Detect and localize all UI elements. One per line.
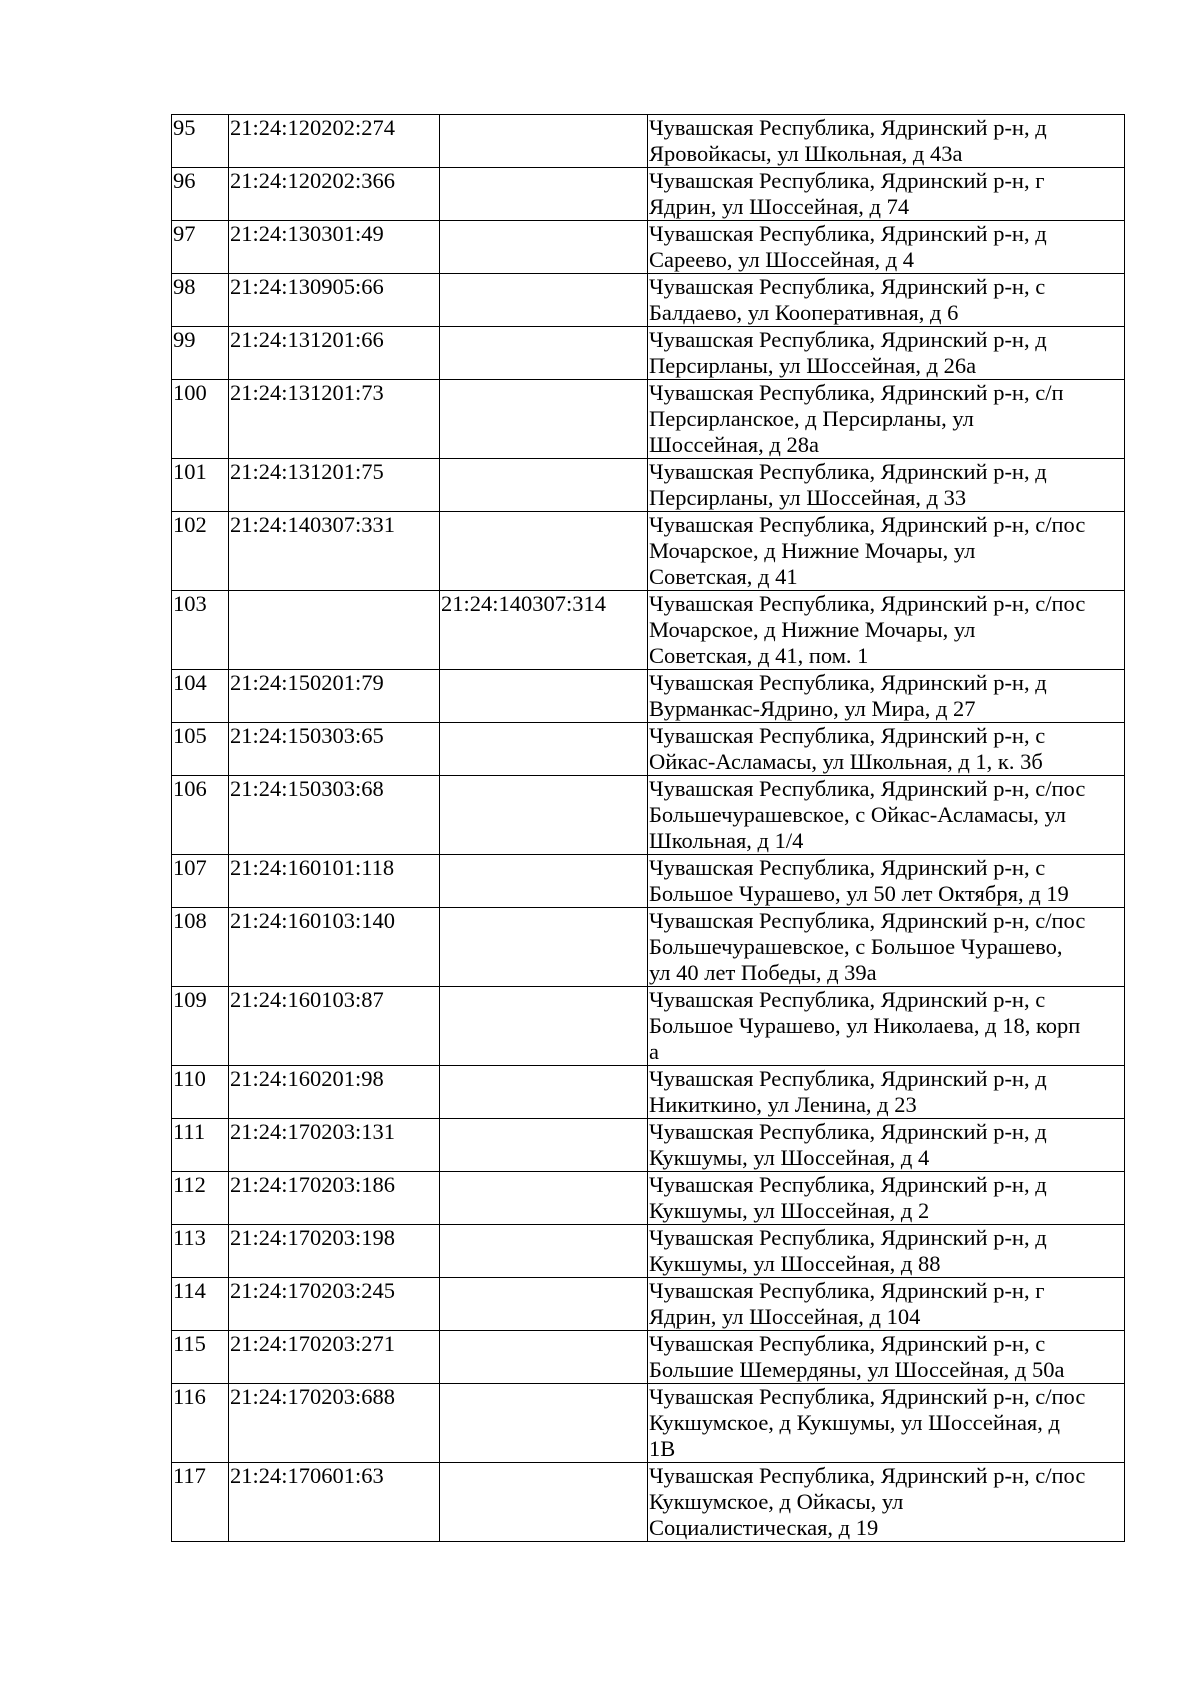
address-line: Никиткино, ул Ленина, д 23 (649, 1092, 917, 1117)
property-table-body (172, 115, 1125, 1542)
table-row (172, 1278, 1125, 1331)
address-line: Сареево, ул Шоссейная, д 4 (649, 247, 915, 272)
row-number-cell: 101 (172, 459, 229, 512)
table-row (172, 908, 1125, 987)
secondary-cadastral-number-cell (440, 221, 648, 274)
address-line: Ойкас-Асламасы, ул Школьная, д 1, к. 3б (649, 749, 1043, 774)
address-line: Большое Чурашево, ул 50 лет Октября, д 19 (649, 881, 1069, 906)
address-line: Персирланы, ул Шоссейная, д 33 (649, 485, 967, 510)
address-line: Советская, д 41, пом. 1 (649, 643, 869, 668)
table-row (172, 1225, 1125, 1278)
cadastral-number-cell: 21:24:131201:73 (229, 380, 440, 459)
address-line: Чувашская Республика, Ядринский р-н, д (649, 115, 1047, 140)
secondary-cadastral-number-cell (440, 327, 648, 380)
address-cell (648, 1066, 1125, 1119)
address-cell (648, 168, 1125, 221)
address-line: Чувашская Республика, Ядринский р-н, с (649, 1331, 1046, 1356)
address-cell (648, 908, 1125, 987)
secondary-cadastral-number-cell (440, 1225, 648, 1278)
address-line: Чувашская Республика, Ядринский р-н, с/п (649, 380, 1064, 405)
cadastral-number-cell: 21:24:120202:274 (229, 115, 440, 168)
row-number-cell: 99 (172, 327, 229, 380)
row-number-cell: 117 (172, 1463, 229, 1542)
secondary-cadastral-number-cell (440, 987, 648, 1066)
table-row (172, 1066, 1125, 1119)
address-line: Чувашская Республика, Ядринский р-н, с (649, 274, 1046, 299)
row-number-cell: 110 (172, 1066, 229, 1119)
secondary-cadastral-number-cell (440, 908, 648, 987)
address-cell (648, 987, 1125, 1066)
address-line: Чувашская Республика, Ядринский р-н, с/пос (649, 1463, 1086, 1488)
secondary-cadastral-number-cell (440, 168, 648, 221)
address-line: Большое Чурашево, ул Николаева, д 18, корп (649, 1013, 1081, 1038)
address-line: Кукшумское, д Ойкасы, ул (649, 1489, 904, 1514)
cadastral-number-cell: 21:24:160201:98 (229, 1066, 440, 1119)
address-line: Большие Шемердяны, ул Шоссейная, д 50а (649, 1357, 1065, 1382)
address-line: Чувашская Республика, Ядринский р-н, д (649, 1172, 1047, 1197)
address-cell (648, 274, 1125, 327)
address-line: Чувашская Республика, Ядринский р-н, г (649, 1278, 1045, 1303)
address-line: Чувашская Республика, Ядринский р-н, д (649, 459, 1047, 484)
address-line: Большечурашевское, с Большое Чурашево, (649, 934, 1063, 959)
table-row (172, 591, 1125, 670)
secondary-cadastral-number-cell (440, 115, 648, 168)
cadastral-number-cell: 21:24:170601:63 (229, 1463, 440, 1542)
table-row (172, 115, 1125, 168)
cadastral-number-cell: 21:24:170203:245 (229, 1278, 440, 1331)
secondary-cadastral-number-cell (440, 776, 648, 855)
table-row (172, 459, 1125, 512)
secondary-cadastral-number-cell (440, 1066, 648, 1119)
row-number-cell: 115 (172, 1331, 229, 1384)
address-line: Чувашская Республика, Ядринский р-н, с (649, 723, 1046, 748)
table-row (172, 855, 1125, 908)
address-line: Шоссейная, д 28а (649, 432, 819, 457)
row-number-cell: 106 (172, 776, 229, 855)
row-number-cell: 116 (172, 1384, 229, 1463)
address-line: Чувашская Республика, Ядринский р-н, г (649, 168, 1045, 193)
row-number-cell: 104 (172, 670, 229, 723)
secondary-cadastral-number-cell (440, 459, 648, 512)
cadastral-number-cell: 21:24:160101:118 (229, 855, 440, 908)
address-line: Чувашская Республика, Ядринский р-н, с/пос (649, 591, 1086, 616)
cadastral-number-cell: 21:24:150303:68 (229, 776, 440, 855)
row-number-cell: 109 (172, 987, 229, 1066)
address-line: Чувашская Республика, Ядринский р-н, д (649, 670, 1047, 695)
secondary-cadastral-number-cell (440, 1384, 648, 1463)
address-cell (648, 1119, 1125, 1172)
address-line: Яровойкасы, ул Школьная, д 43а (649, 141, 963, 166)
address-line: Чувашская Республика, Ядринский р-н, с/пос (649, 908, 1086, 933)
table-row (172, 987, 1125, 1066)
secondary-cadastral-number-cell (440, 855, 648, 908)
table-row (172, 776, 1125, 855)
row-number-cell: 108 (172, 908, 229, 987)
table-row (172, 1463, 1125, 1542)
address-cell (648, 670, 1125, 723)
secondary-cadastral-number-cell (440, 1172, 648, 1225)
address-cell (648, 591, 1125, 670)
address-cell (648, 327, 1125, 380)
cadastral-number-cell: 21:24:130301:49 (229, 221, 440, 274)
row-number-cell: 105 (172, 723, 229, 776)
row-number-cell: 112 (172, 1172, 229, 1225)
table-row (172, 670, 1125, 723)
address-line: Чувашская Республика, Ядринский р-н, с (649, 855, 1046, 880)
address-cell (648, 855, 1125, 908)
table-row (172, 512, 1125, 591)
cadastral-number-cell: 21:24:131201:66 (229, 327, 440, 380)
cadastral-number-cell: 21:24:160103:87 (229, 987, 440, 1066)
address-cell (648, 723, 1125, 776)
table-row (172, 723, 1125, 776)
address-line: Советская, д 41 (649, 564, 798, 589)
table-row (172, 1172, 1125, 1225)
table-row (172, 221, 1125, 274)
row-number-cell: 102 (172, 512, 229, 591)
row-number-cell: 114 (172, 1278, 229, 1331)
table-row (172, 380, 1125, 459)
address-line: Мочарское, д Нижние Мочары, ул (649, 617, 976, 642)
cadastral-number-cell: 21:24:150201:79 (229, 670, 440, 723)
row-number-cell: 95 (172, 115, 229, 168)
address-cell (648, 115, 1125, 168)
address-cell (648, 459, 1125, 512)
property-table (171, 114, 1125, 1542)
address-line: Чувашская Республика, Ядринский р-н, д (649, 221, 1047, 246)
address-line: 1В (649, 1436, 676, 1461)
address-cell (648, 1225, 1125, 1278)
address-line: Ядрин, ул Шоссейная, д 104 (649, 1304, 921, 1329)
address-line: Чувашская Республика, Ядринский р-н, с/пос (649, 776, 1086, 801)
address-line: Персирланы, ул Шоссейная, д 26а (649, 353, 977, 378)
cadastral-number-cell: 21:24:170203:198 (229, 1225, 440, 1278)
address-cell (648, 1384, 1125, 1463)
address-line: Чувашская Республика, Ядринский р-н, с/пос (649, 1384, 1086, 1409)
address-line: Кукшумы, ул Шоссейная, д 4 (649, 1145, 930, 1170)
cadastral-number-cell: 21:24:170203:131 (229, 1119, 440, 1172)
secondary-cadastral-number-cell (440, 380, 648, 459)
address-line: Большечурашевское, с Ойкас-Асламасы, ул (649, 802, 1067, 827)
address-line: Вурманкас-Ядрино, ул Мира, д 27 (649, 696, 976, 721)
row-number-cell: 113 (172, 1225, 229, 1278)
address-cell (648, 1172, 1125, 1225)
address-line: Чувашская Республика, Ядринский р-н, д (649, 1225, 1047, 1250)
cadastral-number-cell: 21:24:170203:688 (229, 1384, 440, 1463)
secondary-cadastral-number-cell (440, 1331, 648, 1384)
address-line: Балдаево, ул Кооперативная, д 6 (649, 300, 959, 325)
cadastral-number-cell: 21:24:131201:75 (229, 459, 440, 512)
secondary-cadastral-number-cell: 21:24:140307:314 (440, 591, 648, 670)
row-number-cell: 111 (172, 1119, 229, 1172)
table-row (172, 1119, 1125, 1172)
address-line: Кукшумы, ул Шоссейная, д 88 (649, 1251, 941, 1276)
secondary-cadastral-number-cell (440, 1463, 648, 1542)
address-line: Школьная, д 1/4 (649, 828, 804, 853)
cadastral-number-cell: 21:24:170203:186 (229, 1172, 440, 1225)
secondary-cadastral-number-cell (440, 512, 648, 591)
cadastral-number-cell: 21:24:170203:271 (229, 1331, 440, 1384)
address-line: а (649, 1039, 659, 1064)
cadastral-number-cell: 21:24:140307:331 (229, 512, 440, 591)
address-line: Чувашская Республика, Ядринский р-н, с/пос (649, 512, 1086, 537)
secondary-cadastral-number-cell (440, 274, 648, 327)
address-cell (648, 1278, 1125, 1331)
cadastral-number-cell: 21:24:160103:140 (229, 908, 440, 987)
address-cell (648, 1331, 1125, 1384)
table-row (172, 1331, 1125, 1384)
address-cell (648, 1463, 1125, 1542)
secondary-cadastral-number-cell (440, 723, 648, 776)
address-cell (648, 512, 1125, 591)
cadastral-number-cell: 21:24:150303:65 (229, 723, 440, 776)
cadastral-number-cell (229, 591, 440, 670)
address-cell (648, 221, 1125, 274)
table-row (172, 274, 1125, 327)
address-line: Чувашская Республика, Ядринский р-н, д (649, 1119, 1047, 1144)
secondary-cadastral-number-cell (440, 670, 648, 723)
address-line: Чувашская Республика, Ядринский р-н, с (649, 987, 1046, 1012)
secondary-cadastral-number-cell (440, 1278, 648, 1331)
row-number-cell: 103 (172, 591, 229, 670)
address-cell (648, 380, 1125, 459)
row-number-cell: 100 (172, 380, 229, 459)
address-line: ул 40 лет Победы, д 39а (649, 960, 877, 985)
row-number-cell: 98 (172, 274, 229, 327)
table-row (172, 168, 1125, 221)
address-line: Персирланское, д Персирланы, ул (649, 406, 974, 431)
row-number-cell: 97 (172, 221, 229, 274)
address-line: Мочарское, д Нижние Мочары, ул (649, 538, 976, 563)
row-number-cell: 107 (172, 855, 229, 908)
address-line: Чувашская Республика, Ядринский р-н, д (649, 1066, 1047, 1091)
address-line: Кукшумское, д Кукшумы, ул Шоссейная, д (649, 1410, 1060, 1435)
address-cell (648, 776, 1125, 855)
secondary-cadastral-number-cell (440, 1119, 648, 1172)
row-number-cell: 96 (172, 168, 229, 221)
address-line: Социалистическая, д 19 (649, 1515, 879, 1540)
cadastral-number-cell: 21:24:130905:66 (229, 274, 440, 327)
address-line: Ядрин, ул Шоссейная, д 74 (649, 194, 910, 219)
address-line: Чувашская Республика, Ядринский р-н, д (649, 327, 1047, 352)
table-row (172, 327, 1125, 380)
address-line: Кукшумы, ул Шоссейная, д 2 (649, 1198, 930, 1223)
table-row (172, 1384, 1125, 1463)
cadastral-number-cell: 21:24:120202:366 (229, 168, 440, 221)
